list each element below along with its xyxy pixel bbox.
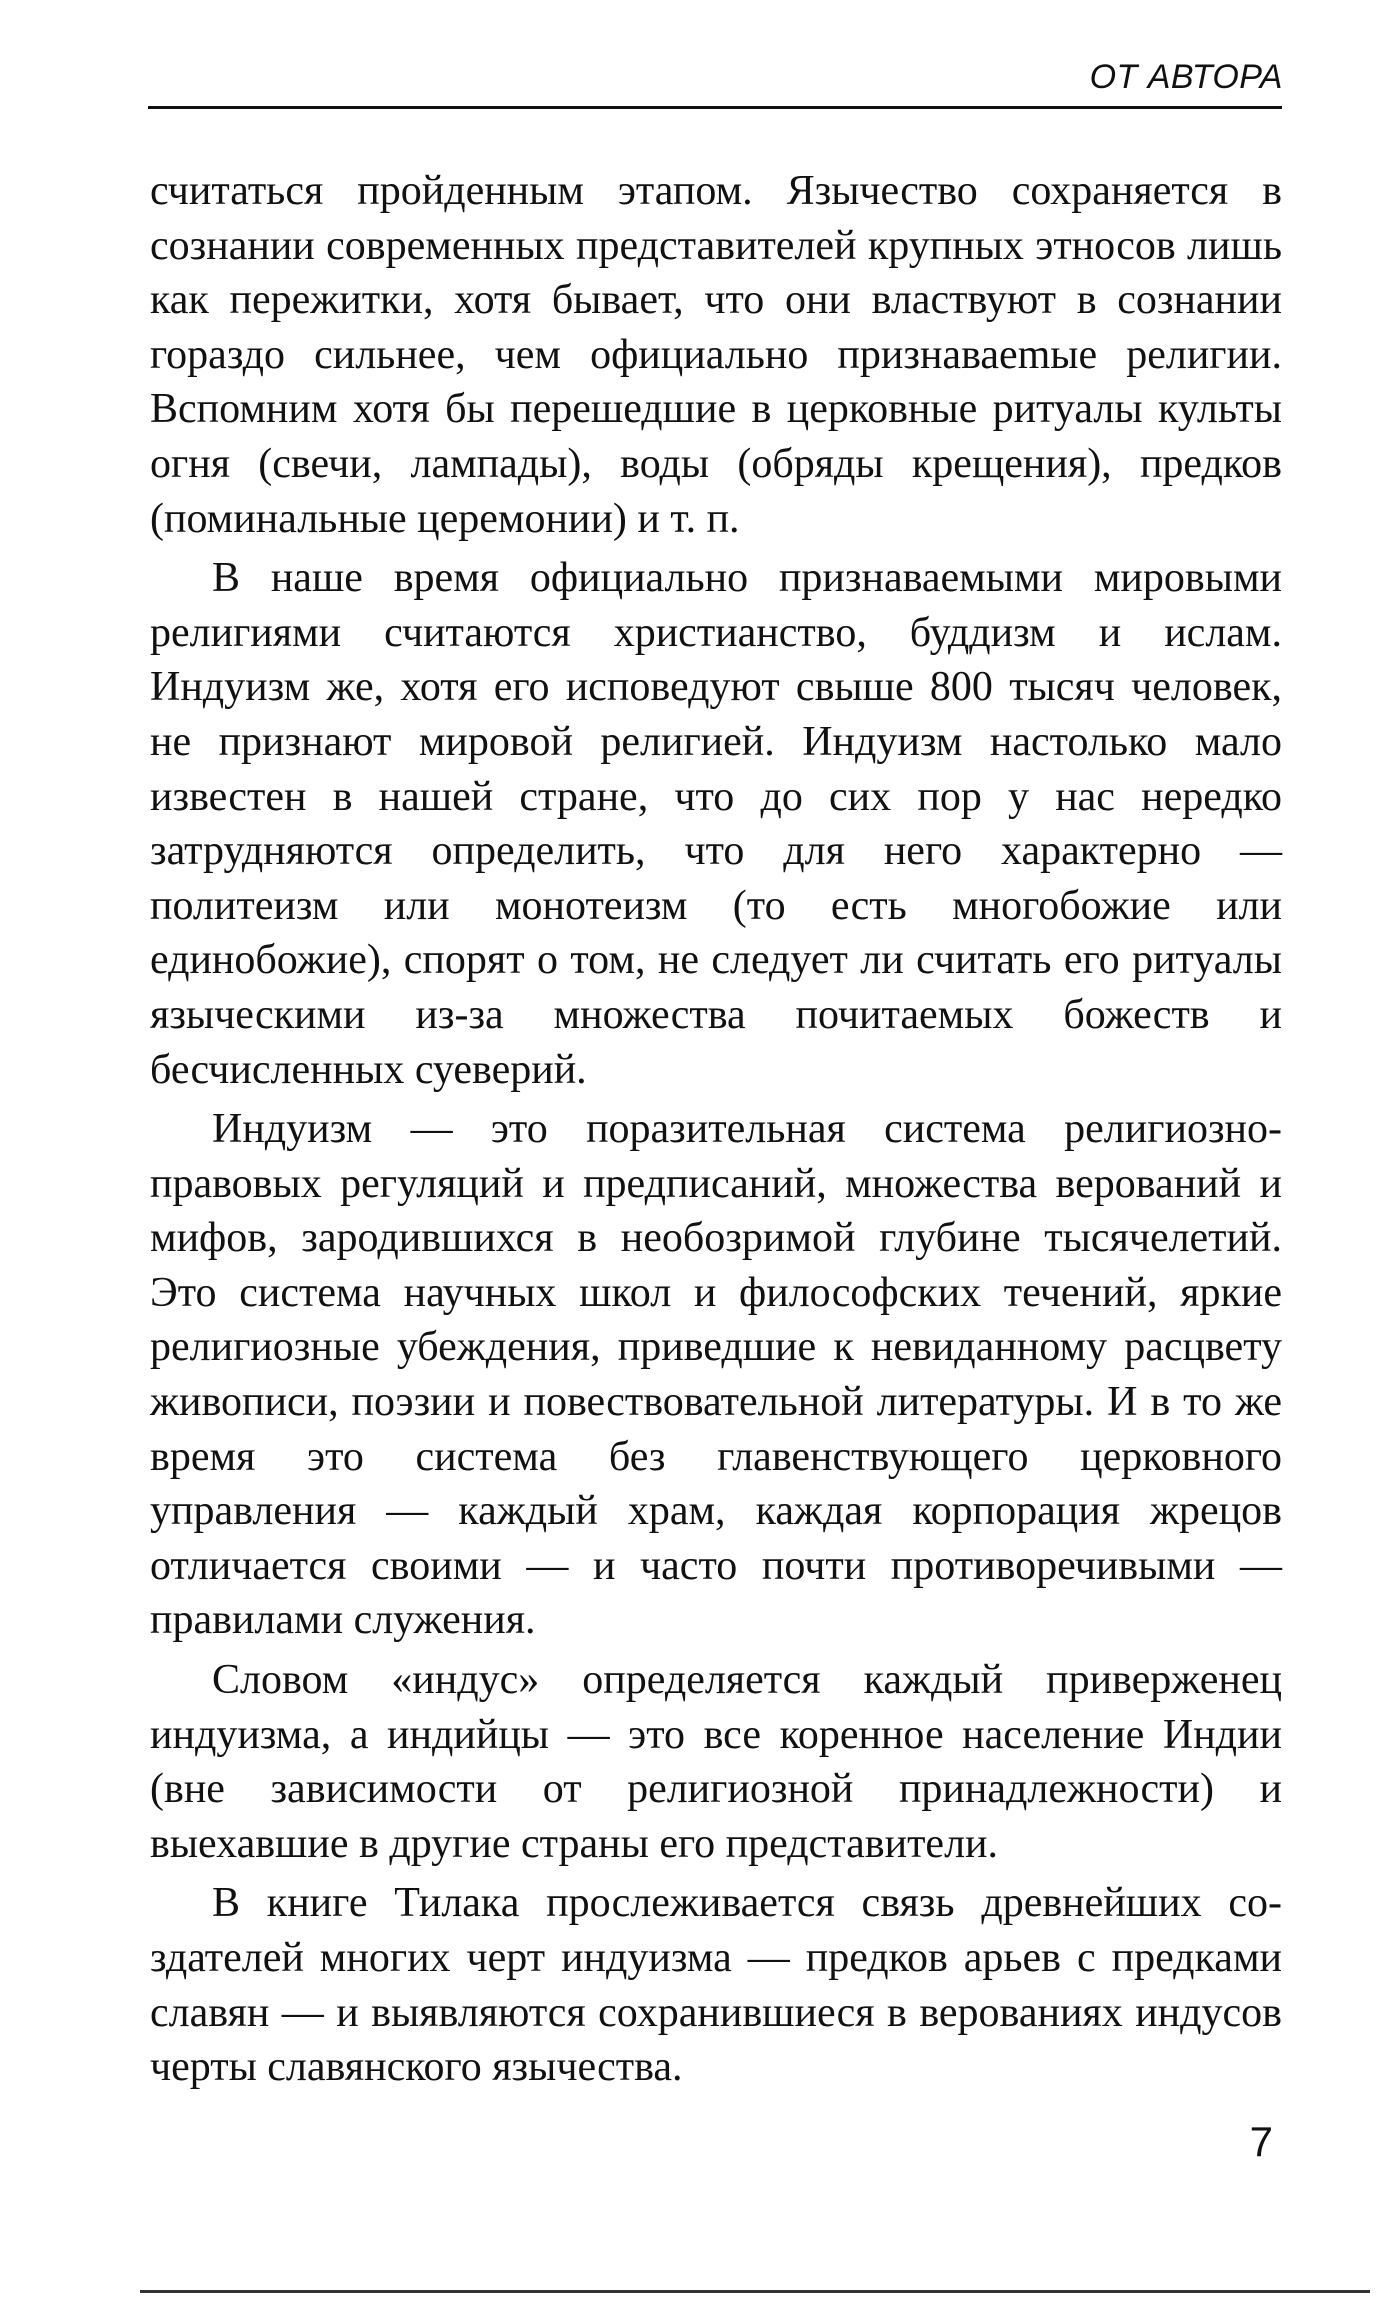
page-body-text (150, 164, 1282, 2100)
running-head-title: ОТ АВТОРА (1089, 58, 1283, 96)
page-number: 7 (1249, 2118, 1273, 2165)
paragraph-1: считаться пройденным этапом. Язычество сохраняется в сознании современных представителей крупных этносов лишь как пережитки, хотя бывает, что они властвуют в сознании гораздо сильнее, чем официально признаваеmые религии. Вспомним хотя бы перешедшие в церковные ритуалы культы огня (свечи, лампады), воды (обряды крещения), предков (поминальные церемонии) и т. п. (150, 168, 1282, 542)
paragraph-4: Словом «индус» определяется каждый приверженец индуизма, а индийцы — это все коренное население Индии (вне зависимости от религиозной принадлежности) и выехавшие в другие страны его представители. (150, 1657, 1282, 1867)
header-rule (148, 106, 1282, 109)
paragraph-2: В наше время официально признаваемыми мировыми религиями считаются христианство, буддизм и ислам. Индуизм же, хотя его исповедуют свыше 800 тысяч человек, не признают мировой религией. Индуизм настолько мало известен в нашей стране, что до сих пор у нас нередко затрудняются определить, что для него характерно — политеизм или монотеизм (то есть многобожие или единобожие), спорят о том, не следует ли считать его ритуалы языческими из-за множества почитаемых божеств и бесчисленных суеверий. (150, 555, 1282, 1093)
footer-rule (140, 2290, 1370, 2293)
paragraph-5: В книге Тилака прослеживается связь древнейших создателей многих черт индуизма — предков арьев с предками славян — и выявляются сохранившиеся в верованиях индусов черты славянского язычества. (150, 1880, 1282, 2091)
paragraph-3: Индуизм — это поразительная система религиозно-правовых регуляций и предписаний, множества верований и мифов, зародившихся в необозримой глубине тысячелетий. Это система научных школ и философских течений, яркие религиозные убеждения, приведшие к невиданному расцвету живописи, поэзии и повествовательной литературы. И в то же время это система без главенствующего церковного управления — каждый храм, каждая корпорация жрецов отличается своими — и часто почти противоречивыми — правилами служения. (150, 1106, 1282, 1644)
